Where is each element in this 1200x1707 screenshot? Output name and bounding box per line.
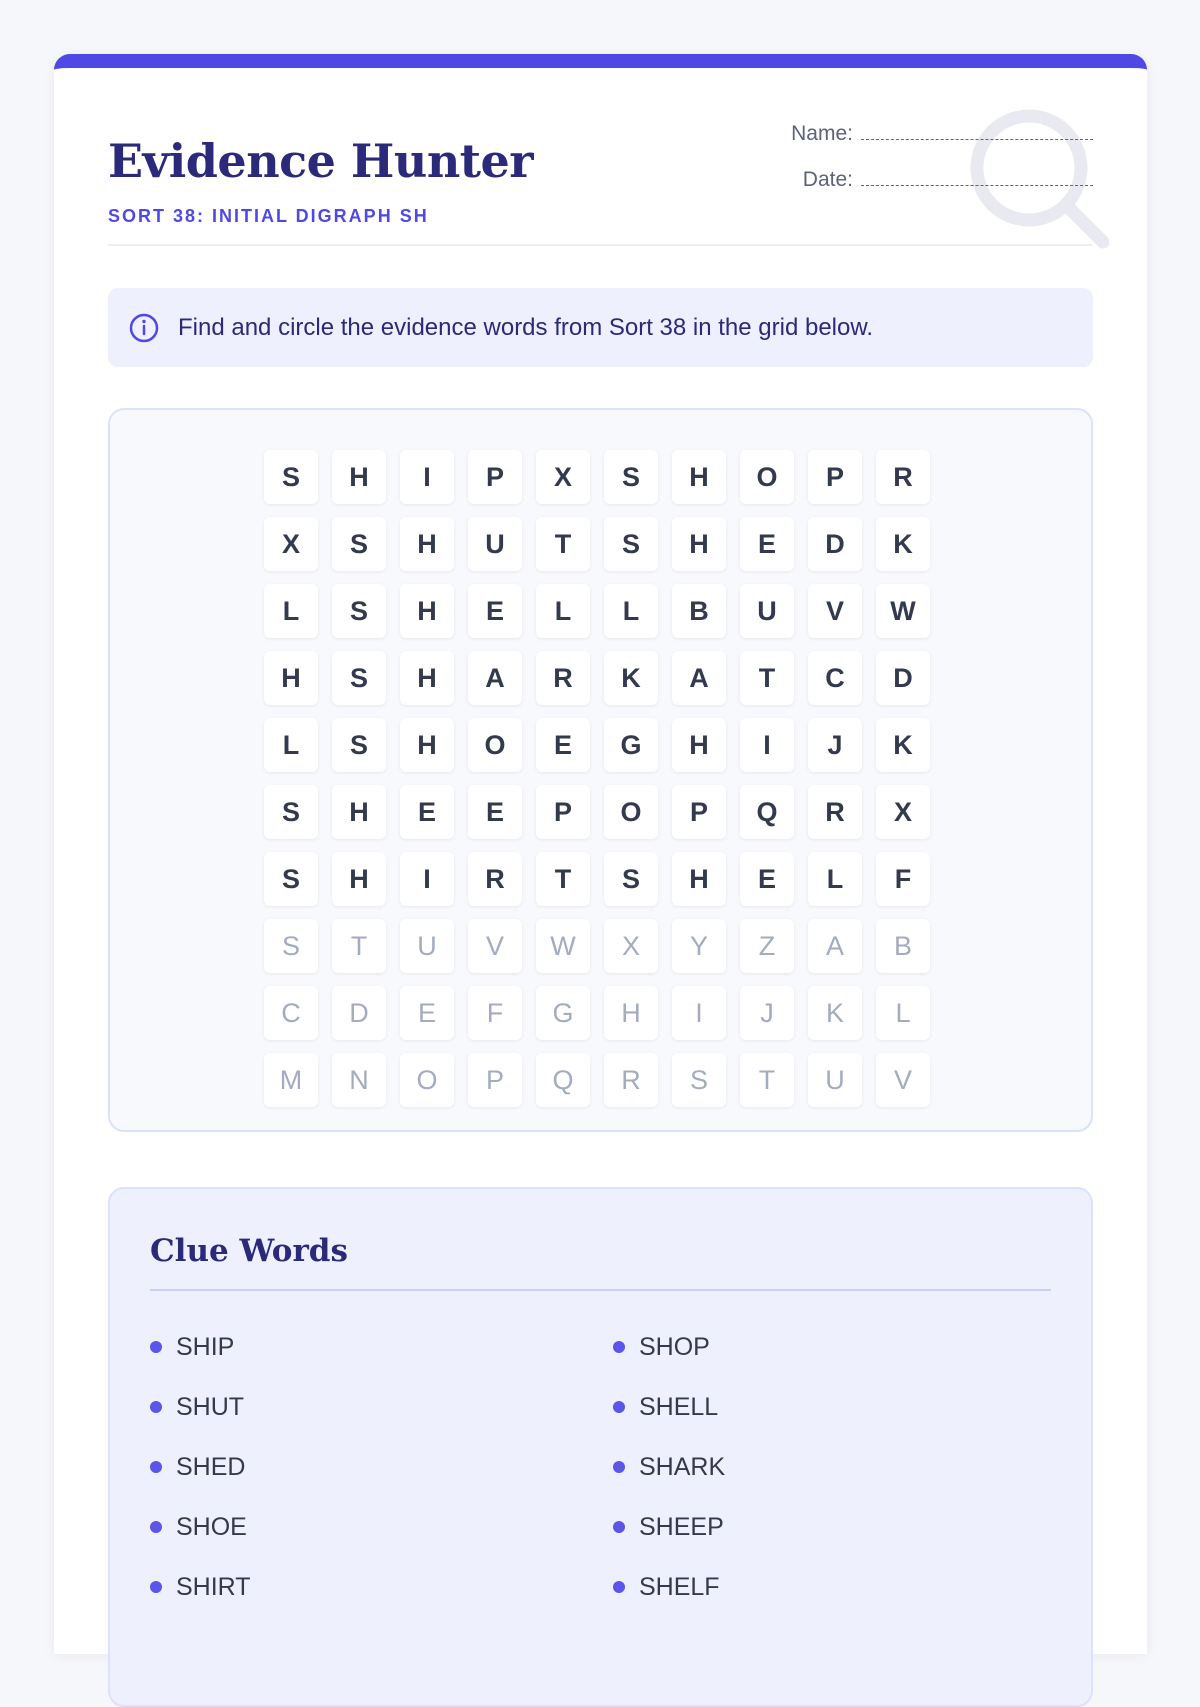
grid-cell[interactable]: H	[332, 852, 386, 906]
grid-cell[interactable]: R	[468, 852, 522, 906]
page-title: Evidence Hunter	[108, 134, 534, 188]
grid-cell[interactable]: P	[468, 1053, 522, 1107]
clue-word-text: SHOE	[176, 1512, 247, 1541]
grid-cell[interactable]: H	[400, 718, 454, 772]
grid-cell[interactable]: R	[808, 785, 862, 839]
grid-cell[interactable]: H	[400, 651, 454, 705]
grid-cell[interactable]: H	[400, 584, 454, 638]
grid-cell[interactable]: A	[468, 651, 522, 705]
grid-cell[interactable]: L	[264, 718, 318, 772]
grid-cell[interactable]: E	[400, 785, 454, 839]
clue-word	[613, 1377, 1050, 1437]
grid-cell[interactable]: T	[332, 919, 386, 973]
grid-cell[interactable]: S	[264, 785, 318, 839]
grid-cell[interactable]: T	[740, 651, 794, 705]
grid-cell[interactable]: A	[808, 919, 862, 973]
grid-cell[interactable]: S	[604, 450, 658, 504]
grid-cell[interactable]: E	[536, 718, 590, 772]
grid-cell[interactable]: R	[536, 651, 590, 705]
name-field[interactable]	[791, 122, 1093, 146]
grid-cell[interactable]: G	[536, 986, 590, 1040]
grid-cell[interactable]: P	[468, 450, 522, 504]
grid-cell[interactable]: U	[468, 517, 522, 571]
grid-cell[interactable]: E	[468, 785, 522, 839]
grid-cell[interactable]: O	[740, 450, 794, 504]
grid-cell[interactable]: H	[332, 450, 386, 504]
grid-cell[interactable]: S	[332, 718, 386, 772]
clue-word	[150, 1437, 613, 1497]
grid-cell[interactable]: C	[808, 651, 862, 705]
grid-cell[interactable]: H	[604, 986, 658, 1040]
clue-word	[613, 1557, 1050, 1617]
letter-grid	[264, 450, 930, 1107]
bullet-dot	[613, 1461, 625, 1473]
clue-word	[150, 1497, 613, 1557]
grid-cell[interactable]: Y	[672, 919, 726, 973]
grid-cell[interactable]: M	[264, 1053, 318, 1107]
header-divider	[108, 244, 1093, 246]
grid-cell[interactable]: H	[400, 517, 454, 571]
grid-cell[interactable]: F	[468, 986, 522, 1040]
instructions-text: Find and circle the evidence words from Sort 38 in the grid below.	[178, 313, 874, 341]
grid-cell[interactable]: X	[264, 517, 318, 571]
grid-cell[interactable]: T	[536, 852, 590, 906]
grid-cell[interactable]: L	[808, 852, 862, 906]
grid-cell[interactable]: V	[876, 1053, 930, 1107]
clue-words-panel	[108, 1187, 1093, 1707]
clue-word-text: SHELL	[639, 1392, 719, 1421]
grid-cell[interactable]: D	[808, 517, 862, 571]
clue-list	[150, 1317, 1050, 1617]
grid-cell[interactable]: K	[876, 718, 930, 772]
grid-cell[interactable]: S	[264, 919, 318, 973]
bullet-dot	[150, 1521, 162, 1533]
grid-cell[interactable]: O	[400, 1053, 454, 1107]
grid-cell[interactable]: W	[536, 919, 590, 973]
grid-cell[interactable]: Z	[740, 919, 794, 973]
grid-cell[interactable]: N	[332, 1053, 386, 1107]
grid-cell[interactable]: E	[400, 986, 454, 1040]
grid-cell[interactable]: U	[808, 1053, 862, 1107]
grid-cell[interactable]: U	[400, 919, 454, 973]
bullet-dot	[150, 1461, 162, 1473]
grid-cell[interactable]: U	[740, 584, 794, 638]
bullet-dot	[613, 1401, 625, 1413]
grid-cell[interactable]: X	[604, 919, 658, 973]
clue-word	[150, 1557, 613, 1617]
name-blank[interactable]	[861, 125, 1093, 140]
grid-cell[interactable]: O	[604, 785, 658, 839]
clue-word	[613, 1437, 1050, 1497]
clue-word-text: SHIP	[176, 1332, 235, 1361]
worksheet	[54, 54, 1147, 1654]
clue-word	[613, 1317, 1050, 1377]
grid-cell[interactable]: S	[332, 584, 386, 638]
grid-cell[interactable]: I	[740, 718, 794, 772]
grid-cell[interactable]: B	[672, 584, 726, 638]
grid-cell[interactable]: B	[876, 919, 930, 973]
name-label: Name:	[791, 122, 853, 145]
clue-word	[150, 1317, 613, 1377]
date-blank[interactable]	[861, 171, 1093, 186]
grid-cell[interactable]: J	[740, 986, 794, 1040]
grid-cell[interactable]: L	[876, 986, 930, 1040]
grid-cell[interactable]: H	[672, 450, 726, 504]
grid-cell[interactable]: T	[740, 1053, 794, 1107]
grid-cell[interactable]: S	[264, 450, 318, 504]
bullet-dot	[613, 1521, 625, 1533]
grid-cell[interactable]: P	[672, 785, 726, 839]
grid-cell[interactable]: H	[264, 651, 318, 705]
grid-cell[interactable]: Q	[740, 785, 794, 839]
clue-word	[613, 1497, 1050, 1557]
grid-cell[interactable]: P	[808, 450, 862, 504]
instructions-banner	[108, 288, 1093, 367]
grid-cell[interactable]: L	[604, 584, 658, 638]
grid-cell[interactable]: H	[672, 718, 726, 772]
grid-cell[interactable]: D	[332, 986, 386, 1040]
bullet-dot	[613, 1581, 625, 1593]
grid-cell[interactable]: R	[876, 450, 930, 504]
grid-cell[interactable]: O	[468, 718, 522, 772]
bullet-dot	[613, 1341, 625, 1353]
page-subtitle: SORT 38: INITIAL DIGRAPH SH	[108, 206, 429, 226]
grid-cell[interactable]: L	[536, 584, 590, 638]
date-field[interactable]	[803, 168, 1093, 192]
grid-cell[interactable]: P	[536, 785, 590, 839]
grid-cell[interactable]: V	[468, 919, 522, 973]
grid-cell[interactable]: K	[604, 651, 658, 705]
clue-word-text: SHED	[176, 1452, 246, 1481]
grid-cell[interactable]: K	[876, 517, 930, 571]
grid-cell[interactable]: K	[808, 986, 862, 1040]
grid-cell[interactable]: H	[672, 517, 726, 571]
clue-divider	[150, 1289, 1051, 1291]
grid-cell[interactable]: G	[604, 718, 658, 772]
grid-cell[interactable]: W	[876, 584, 930, 638]
grid-cell[interactable]: I	[400, 450, 454, 504]
clue-word-text: SHOP	[639, 1332, 710, 1361]
date-label: Date:	[802, 168, 853, 191]
clue-word-text: SHELF	[639, 1572, 720, 1601]
grid-cell[interactable]: X	[536, 450, 590, 504]
grid-cell[interactable]: C	[264, 986, 318, 1040]
grid-cell[interactable]: S	[672, 1053, 726, 1107]
grid-cell[interactable]: S	[332, 651, 386, 705]
grid-cell[interactable]: E	[468, 584, 522, 638]
clue-word	[150, 1377, 613, 1437]
bullet-dot	[150, 1401, 162, 1413]
clue-word-text: SHIRT	[176, 1572, 251, 1601]
grid-cell[interactable]: X	[876, 785, 930, 839]
grid-cell[interactable]: D	[876, 651, 930, 705]
grid-cell[interactable]: H	[672, 852, 726, 906]
grid-cell[interactable]: L	[264, 584, 318, 638]
grid-cell[interactable]: F	[876, 852, 930, 906]
clue-word-text: SHARK	[639, 1452, 726, 1481]
clue-words-title: Clue Words	[150, 1233, 348, 1269]
grid-cell[interactable]: T	[536, 517, 590, 571]
grid-cell[interactable]: S	[604, 517, 658, 571]
grid-cell[interactable]: E	[740, 852, 794, 906]
clue-word-text: SHEEP	[639, 1512, 724, 1541]
grid-cell[interactable]: S	[264, 852, 318, 906]
info-icon	[128, 312, 160, 344]
grid-cell[interactable]: S	[332, 517, 386, 571]
grid-cell[interactable]: A	[672, 651, 726, 705]
grid-cell[interactable]: R	[604, 1053, 658, 1107]
clue-word-text: SHUT	[176, 1392, 245, 1421]
grid-cell[interactable]: E	[740, 517, 794, 571]
bullet-dot	[150, 1341, 162, 1353]
grid-cell[interactable]: V	[808, 584, 862, 638]
grid-cell[interactable]: I	[400, 852, 454, 906]
bullet-dot	[150, 1581, 162, 1593]
grid-cell[interactable]: S	[604, 852, 658, 906]
grid-cell[interactable]: I	[672, 986, 726, 1040]
grid-cell[interactable]: J	[808, 718, 862, 772]
word-search-panel	[108, 408, 1093, 1132]
grid-cell[interactable]: Q	[536, 1053, 590, 1107]
grid-cell[interactable]: H	[332, 785, 386, 839]
